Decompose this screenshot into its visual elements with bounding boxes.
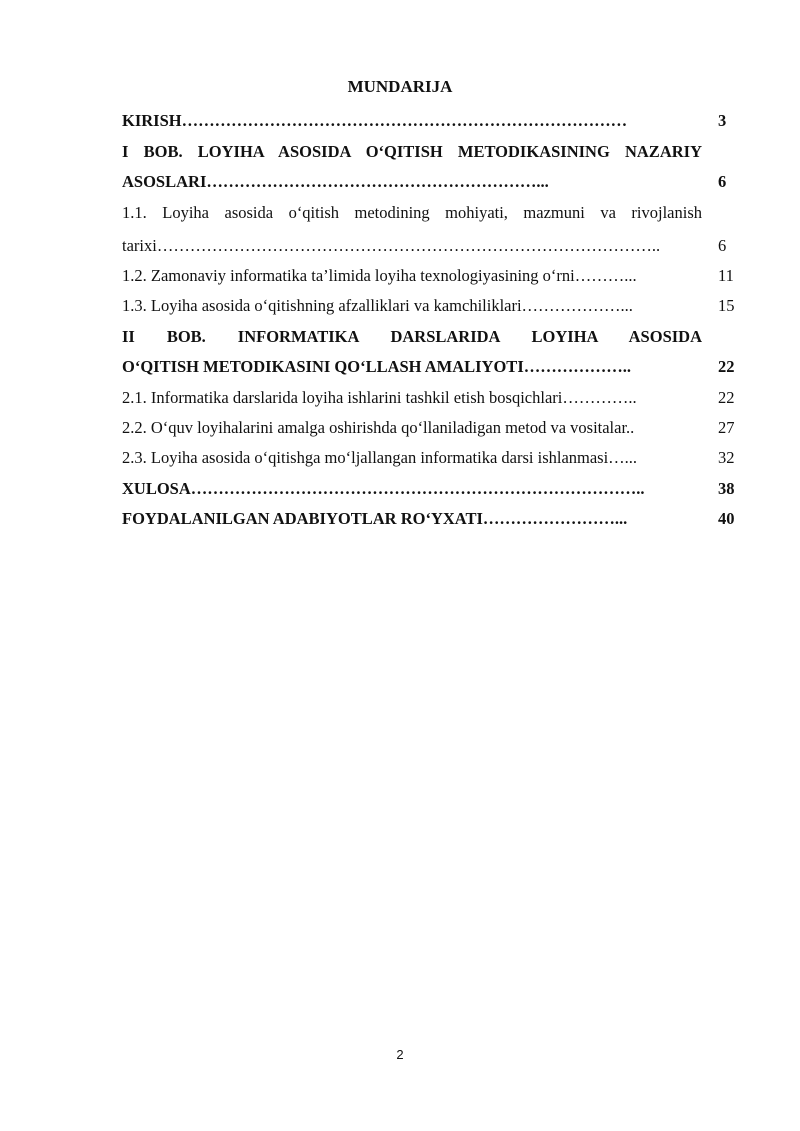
toc-entry-title: FOYDALANILGAN ADABIYOTLAR RO‘YXATI……………………... [122,509,628,528]
toc-entry-page: 38 [718,479,735,498]
toc-entry-page: 6 [718,172,727,191]
toc-entry-page: 40 [718,509,735,528]
toc-entry-title: 2.3. Loyiha asosida o‘qitishga mo‘ljallangan informatika darsi ishlanmasi…... [122,448,638,467]
toc-entry-page: 15 [718,296,735,315]
toc-entry-page: 27 [718,418,735,437]
toc-entry-page: 6 [718,236,727,255]
toc-entry-title: XULOSA……………………………………………………………………….. [122,479,645,498]
page-number: 2 [396,1047,404,1062]
toc-entry-title: 1.3. Loyiha asosida o‘qitishning afzalliklari va kamchiliklari………………... [122,296,633,315]
toc-entry-title: 2.1. Informatika darslarida loyiha ishlarini tashkil etish bosqichlari………….. [122,388,637,407]
toc-entry-page: 32 [718,448,735,467]
toc-entry-page: 11 [718,266,734,285]
toc-entry-title-line-1: II BOB. INFORMATIKA DARSLARIDA LOYIHA ASOSIDA [122,327,702,346]
toc-entry-title: 2.2. O‘quv loyihalarini amalga oshirishda qo‘llaniladigan metod va vositalar.. [122,418,635,437]
toc-entry-title-line-1: I BOB. LOYIHA ASOSIDA O‘QITISH METODIKASINING NAZARIY [122,142,702,161]
toc-entry-title-line-2: ASOSLARI……………………………………………………... [122,172,549,191]
toc-entry-title: KIRISH……………………………………………………………………… [122,111,628,130]
toc-entry-page: 22 [718,388,735,407]
toc-entry-page: 3 [718,111,727,130]
toc-entry-title-line-2: O‘QITISH METODIKASINI QO‘LLASH AMALIYOTI……………….. [122,357,631,376]
toc-entry-title-line-2: tarixi……………………………………………………………………………….. [122,236,661,255]
toc-entry-title: 1.2. Zamonaviy informatika ta’limida loyiha texnologiyasining o‘rni………... [122,266,637,285]
toc-entry-page: 22 [718,357,735,376]
toc-title: MUNDARIJA [347,77,453,96]
toc-entry-title-line-1: 1.1. Loyiha asosida o‘qitish metodining mohiyati, mazmuni va rivojlanish [122,203,702,222]
